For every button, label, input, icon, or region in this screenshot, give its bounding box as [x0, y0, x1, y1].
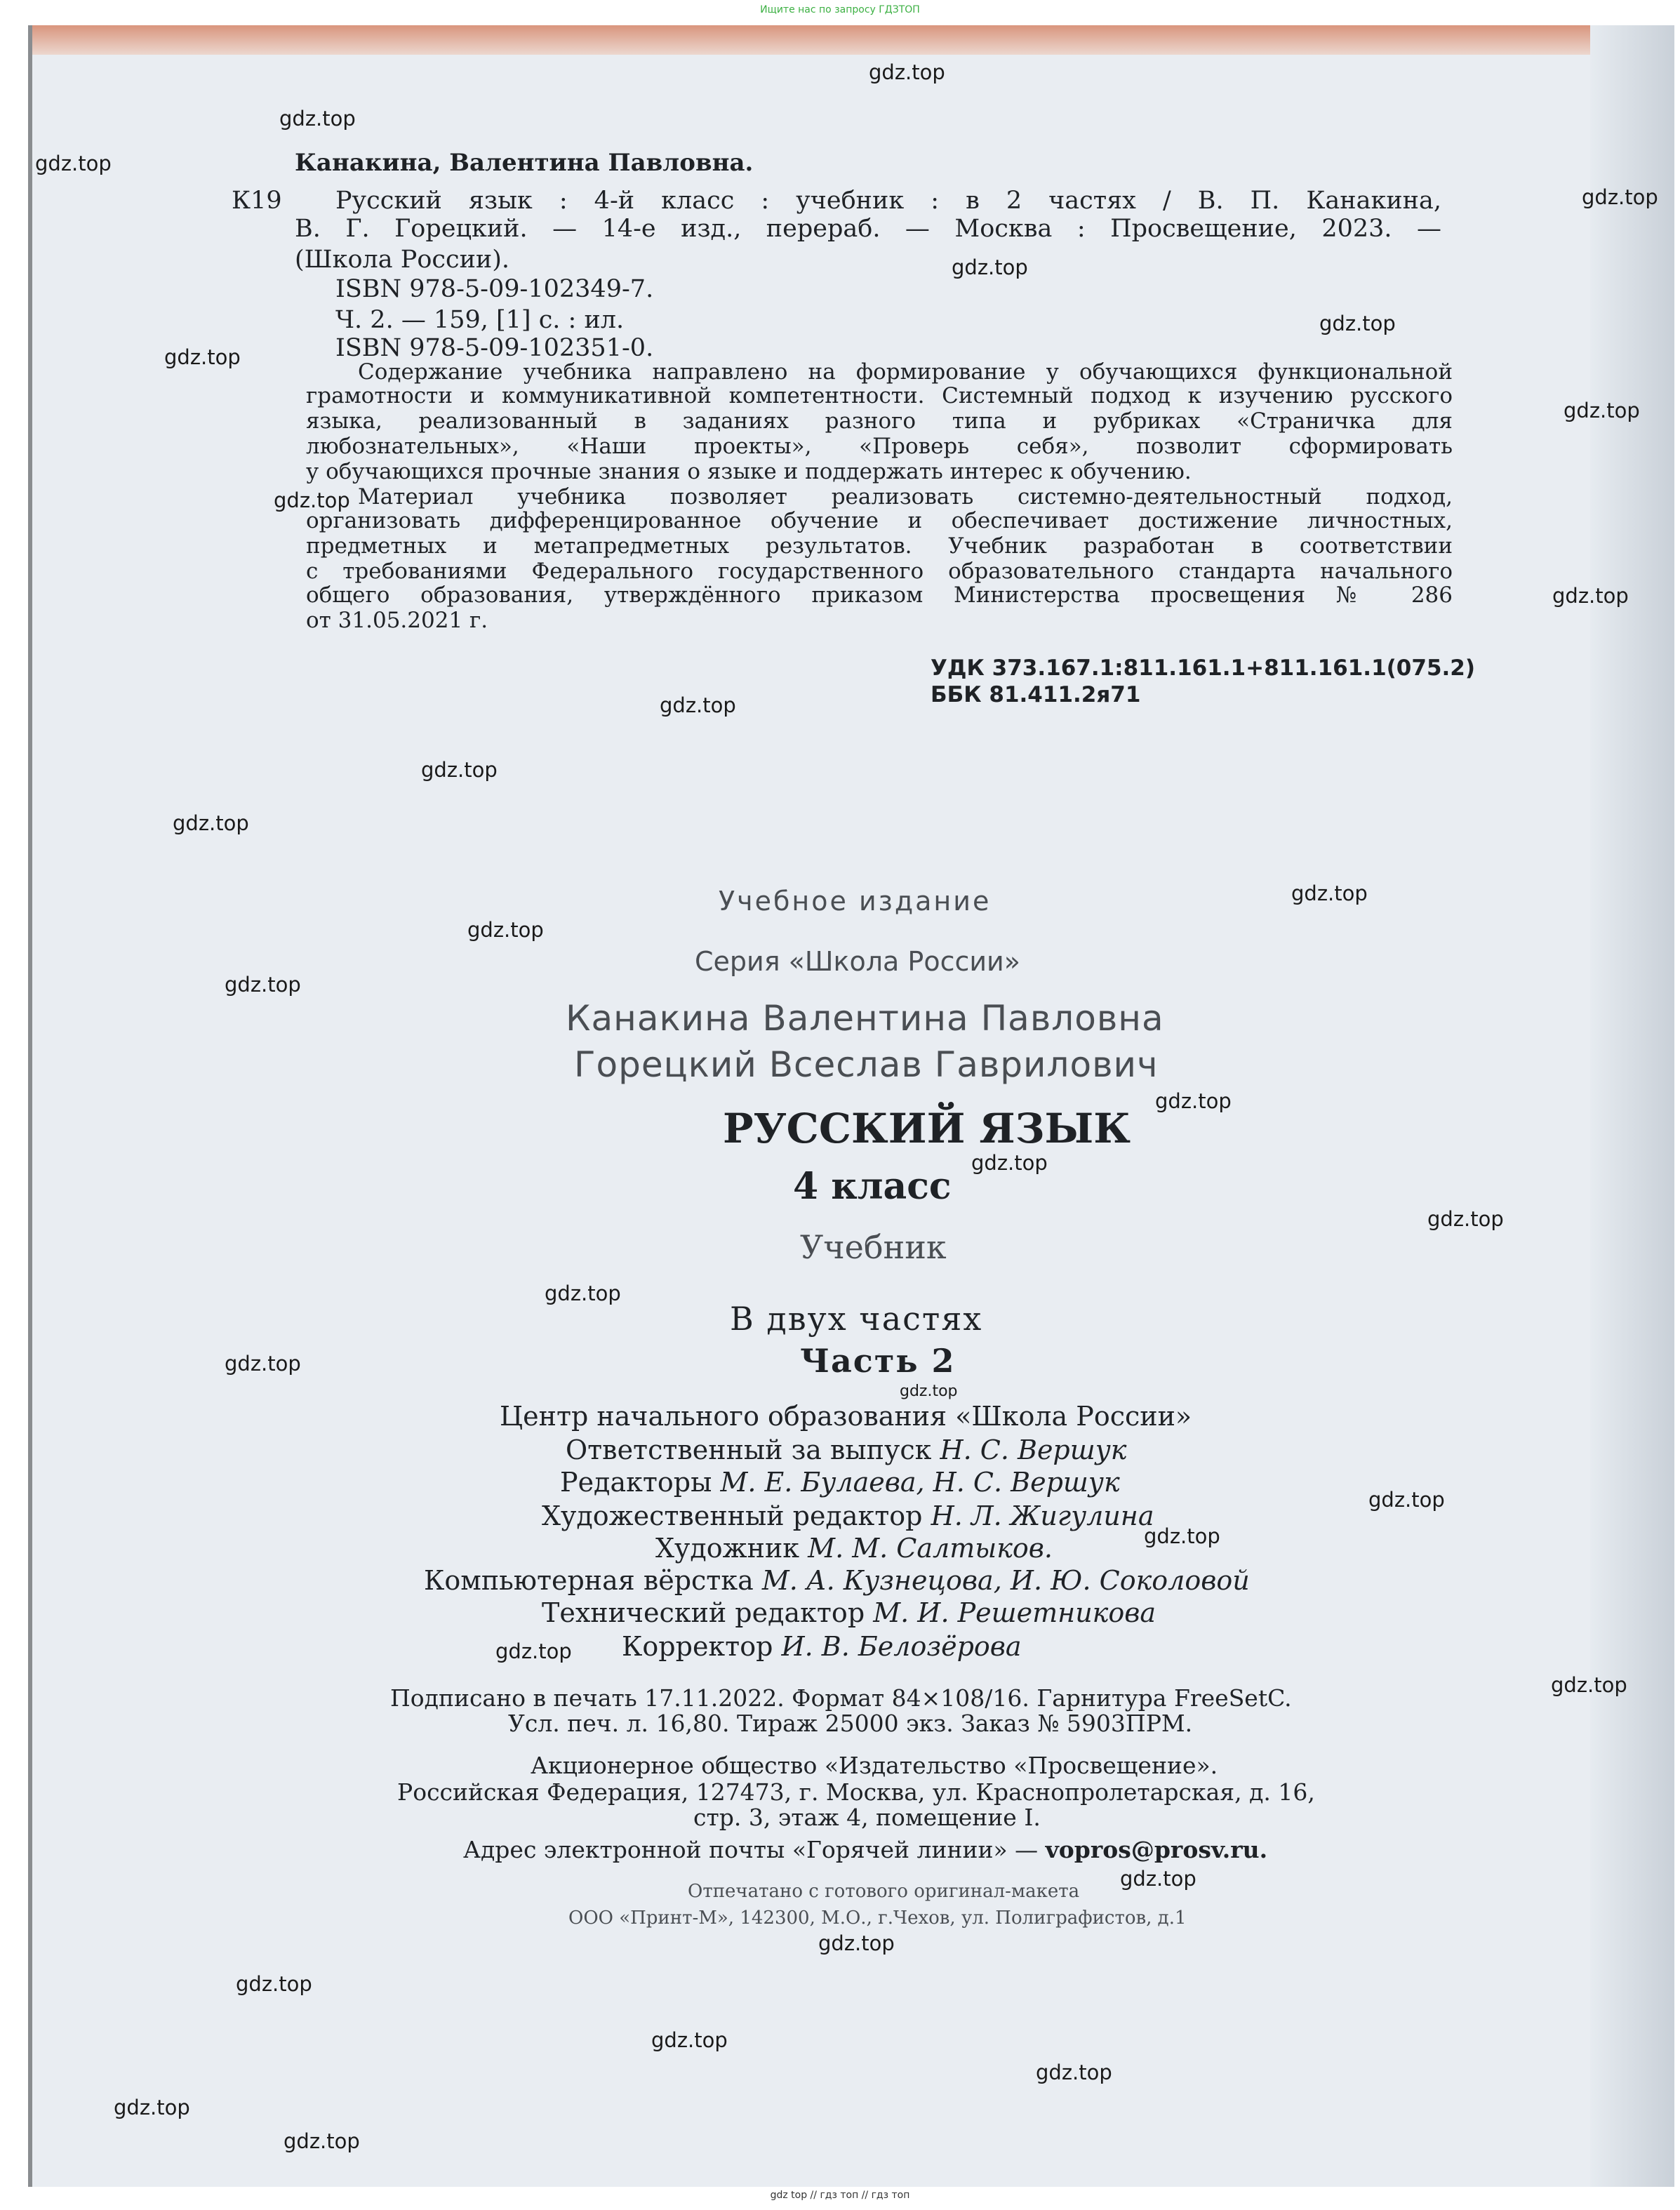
book-kind: Учебник	[800, 1228, 947, 1266]
page-top-strip	[32, 25, 1674, 55]
parts-count: В двух частях	[730, 1300, 983, 1338]
credit-layout	[424, 1565, 1250, 1596]
abstract-line: общего образования, утверждённого приказом Министерства просвещения № 286	[306, 583, 1453, 608]
watermark: gdz.top	[495, 1639, 572, 1663]
catalog-author-heading: Канакина, Валентина Павловна.	[295, 149, 754, 177]
watermark: gdz.top	[545, 1282, 621, 1305]
abstract-line: от 31.05.2021 г.	[306, 608, 488, 633]
credit-role: Корректор	[622, 1631, 773, 1662]
credit-art-editor	[542, 1500, 1154, 1531]
watermark: gdz.top	[1552, 584, 1629, 608]
credit-editors	[560, 1467, 1120, 1498]
imprint-line-1: Подписано в печать 17.11.2022. Формат 84×108/16. Гарнитура FreeSetC.	[390, 1684, 1292, 1712]
watermark: gdz.top	[164, 345, 241, 369]
book-title: РУССКИЙ ЯЗЫК	[723, 1105, 1131, 1152]
watermark: gdz.top	[1144, 1524, 1220, 1548]
credit-responsible	[566, 1434, 1126, 1465]
watermark: gdz.top	[225, 973, 301, 997]
publisher-line-2: Российская Федерация, 127473, г. Москва, ул. Краснопролетарская, д. 16,	[397, 1778, 1315, 1806]
credit-person: И. В. Белозёрова	[781, 1631, 1022, 1662]
watermark: gdz.top	[1036, 2061, 1112, 2084]
watermark: gdz.top	[1427, 1207, 1504, 1231]
top-banner: Ищите нас по запросу ГДЗТОП	[760, 4, 920, 15]
credit-role: Редакторы	[560, 1467, 712, 1498]
catalog-line-3: (Школа России).	[295, 246, 510, 274]
part-number: Часть 2	[800, 1342, 956, 1380]
author-2: Горецкий Всеслав Гаврилович	[574, 1044, 1159, 1085]
watermark: gdz.top	[1319, 312, 1396, 335]
abstract-line: Содержание учебника направлено на формирование у обучающихся функциональной	[358, 359, 1453, 385]
watermark: gdz.top	[236, 1972, 312, 1996]
watermark: gdz.top	[971, 1151, 1048, 1175]
watermark: gdz.top	[900, 1383, 958, 1400]
watermark: gdz.top	[173, 811, 249, 835]
watermark: gdz.top	[818, 1931, 895, 1955]
watermark: gdz.top	[1291, 881, 1368, 905]
credit-tech-editor	[542, 1597, 1156, 1628]
publisher-line-3: стр. 3, этаж 4, помещение I.	[693, 1804, 1041, 1831]
watermark: gdz.top	[225, 1352, 301, 1376]
watermark: gdz.top	[1564, 399, 1640, 422]
abstract-line: языка, реализованный в заданиях разного типа и рубриках «Страничка для	[306, 408, 1453, 434]
watermark: gdz.top	[35, 152, 112, 175]
email-address: vopros@prosv.ru.	[1045, 1836, 1268, 1863]
credit-person: Н. С. Вершук	[940, 1434, 1127, 1465]
credit-artist	[655, 1533, 1053, 1564]
imprint-line-2: Усл. печ. л. 16,80. Тираж 25000 экз. Заказ № 5903ПРМ.	[508, 1710, 1193, 1737]
abstract-line: любознательных», «Наши проекты», «Проверь себя», позволит сформировать	[306, 434, 1453, 459]
credit-center: Центр начального образования «Школа России»	[500, 1401, 1192, 1432]
abstract-line: грамотности и коммуникативной компетентности. Системный подход к изучению русского	[306, 383, 1453, 408]
publisher-line-1: Акционерное общество «Издательство «Просвещение».	[531, 1752, 1218, 1779]
watermark: gdz.top	[869, 60, 945, 84]
email-label: Адрес электронной почты «Горячей линии» —	[463, 1836, 1039, 1863]
watermark: gdz.top	[421, 758, 498, 782]
credit-person: М. И. Решетникова	[873, 1597, 1156, 1628]
printed-line-2: ООО «Принт-М», 142300, М.О., г.Чехов, ул. Полиграфистов, д.1	[568, 1908, 1187, 1929]
watermark: gdz.top	[467, 918, 544, 942]
bbk-code: ББК 81.411.2я71	[931, 682, 1141, 707]
credit-role: Технический редактор	[542, 1597, 865, 1628]
abstract-line: с требованиями Федерального государственного образовательного стандарта начального	[306, 559, 1453, 584]
watermark: gdz.top	[1368, 1488, 1445, 1512]
page-right-edge	[1590, 25, 1674, 2187]
watermark: gdz.top	[660, 693, 736, 717]
watermark: gdz.top	[1582, 185, 1658, 209]
abstract-line: у обучающихся прочные знания о языке и поддержать интерес к обучению.	[306, 459, 1192, 484]
catalog-isbn-1: ISBN 978-5-09-102349-7.	[335, 275, 654, 303]
edition-type: Учебное издание	[719, 886, 992, 917]
email-line	[463, 1836, 1267, 1863]
udk-code: УДК 373.167.1:811.161.1+811.161.1(075.2)	[931, 655, 1476, 681]
watermark: gdz.top	[1155, 1089, 1232, 1113]
credit-proofreader	[622, 1631, 1022, 1662]
abstract-line: организовать дифференцированное обучение и обеспечивает достижение личностных,	[306, 508, 1453, 533]
catalog-part: Ч. 2. — 159, [1] с. : ил.	[335, 306, 625, 334]
credit-person: М. М. Салтыков.	[808, 1533, 1053, 1564]
catalog-isbn-2: ISBN 978-5-09-102351-0.	[335, 334, 654, 362]
watermark: gdz.top	[952, 255, 1028, 279]
watermark: gdz.top	[1120, 1867, 1196, 1891]
credit-person: М. Е. Булаева, Н. С. Вершук	[720, 1467, 1120, 1498]
watermark: gdz.top	[1551, 1673, 1627, 1697]
abstract-line: Материал учебника позволяет реализовать системно-деятельностный подход,	[358, 484, 1453, 510]
watermark: gdz.top	[651, 2028, 728, 2052]
credit-person: М. А. Кузнецова, И. Ю. Соколовой	[761, 1565, 1250, 1596]
watermark: gdz.top	[274, 488, 350, 512]
credit-person: Н. Л. Жигулина	[931, 1500, 1154, 1531]
series: Серия «Школа России»	[695, 946, 1020, 977]
watermark: gdz.top	[284, 2129, 360, 2153]
footer: gdz top // гдз топ // гдз топ	[770, 2190, 910, 2201]
printed-line-1: Отпечатано с готового оригинал-макета	[688, 1881, 1080, 1902]
author-1: Канакина Валентина Павловна	[566, 998, 1164, 1039]
credit-role: Ответственный за выпуск	[566, 1434, 932, 1465]
credit-role: Художественный редактор	[542, 1500, 923, 1531]
credit-role: Художник	[655, 1533, 800, 1564]
catalog-index-code: К19	[232, 187, 282, 215]
credit-role: Компьютерная вёрстка	[424, 1565, 754, 1596]
watermark: gdz.top	[279, 107, 356, 131]
catalog-line-2: В. Г. Горецкий. — 14-е изд., перераб. — Москва : Просвещение, 2023. —	[295, 215, 1441, 243]
abstract-line: предметных и метапредметных результатов. Учебник разработан в соответствии	[306, 533, 1453, 559]
grade: 4 класс	[793, 1165, 952, 1208]
catalog-line-1: Русский язык : 4-й класс : учебник : в 2 частях / В. П. Канакина,	[335, 187, 1441, 215]
watermark: gdz.top	[114, 2096, 190, 2119]
